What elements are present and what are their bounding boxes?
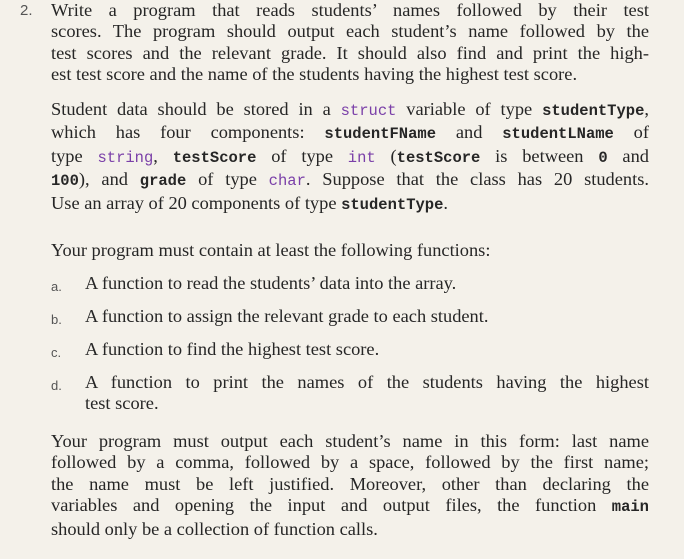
- code-literal: 100: [51, 172, 79, 191]
- struct-line-2: which has four components: studentFName and studentLName of: [51, 122, 650, 144]
- list-letter: a.: [51, 279, 62, 294]
- output-line: variables and opening the input and output files, the function main: [51, 495, 649, 517]
- list-item-text: A function to read the students’ data into the array.: [85, 273, 457, 293]
- code-keyword: string: [97, 148, 154, 167]
- struct-paragraph: [51, 99, 649, 216]
- list-item-text: A function to assign the relevant grade to each student.: [85, 306, 489, 326]
- intro-paragraph: [51, 0, 649, 86]
- output-line: Your program must output each student’s name in this form: last name: [51, 431, 649, 451]
- output-line: should only be a collection of function calls.: [51, 518, 378, 539]
- list-letter: b.: [51, 312, 62, 327]
- functions-intro: Your program must contain at least the following functions:: [51, 240, 491, 260]
- code-identifier: grade: [139, 172, 187, 191]
- code-keyword: int: [347, 148, 376, 167]
- code-literal: 0: [598, 148, 608, 167]
- code-identifier: testScore: [396, 148, 481, 167]
- list-letter: c.: [51, 345, 62, 360]
- output-paragraph: [51, 431, 649, 540]
- code-identifier: studentType: [542, 102, 645, 120]
- intro-line: scores. The program should output each student’s name followed by the: [51, 21, 649, 42]
- struct-line-4: 100), and grade of type char. Suppose that the class has 20 students.: [51, 169, 649, 191]
- list-item-text: test score.: [85, 393, 159, 414]
- intro-line: test scores and the relevant grade. It should also find and print the high-: [51, 42, 649, 63]
- code-identifier: studentFName: [324, 125, 437, 144]
- struct-line-1: Student data should be stored in a struct variable of type studentType,: [51, 99, 649, 120]
- list-item-text: A function to find the highest test score.: [85, 339, 380, 359]
- code-keyword: struct: [340, 102, 397, 120]
- code-identifier: studentLName: [502, 125, 614, 144]
- output-line: the name must be left justified. Moreover, other than declaring the: [51, 473, 649, 494]
- code-identifier: main: [611, 498, 649, 517]
- code-identifier: testScore: [172, 148, 257, 167]
- struct-line-3: type string, testScore of type int (testScore is between 0 and: [51, 145, 649, 167]
- list-letter: d.: [51, 378, 62, 393]
- exercise-number: 2.: [20, 2, 33, 19]
- code-keyword: char: [268, 172, 306, 191]
- intro-line: est test score and the name of the students having the highest test score.: [51, 64, 578, 85]
- code-identifier: studentType: [341, 195, 444, 214]
- struct-line-5: Use an array of 20 components of type studentType.: [51, 192, 449, 214]
- list-item-text: A function to print the names of the students having the highest: [85, 372, 649, 392]
- output-line: followed by a comma, followed by a space, followed by the first name;: [51, 452, 649, 473]
- intro-line: Write a program that reads students’ names followed by their test: [51, 0, 649, 20]
